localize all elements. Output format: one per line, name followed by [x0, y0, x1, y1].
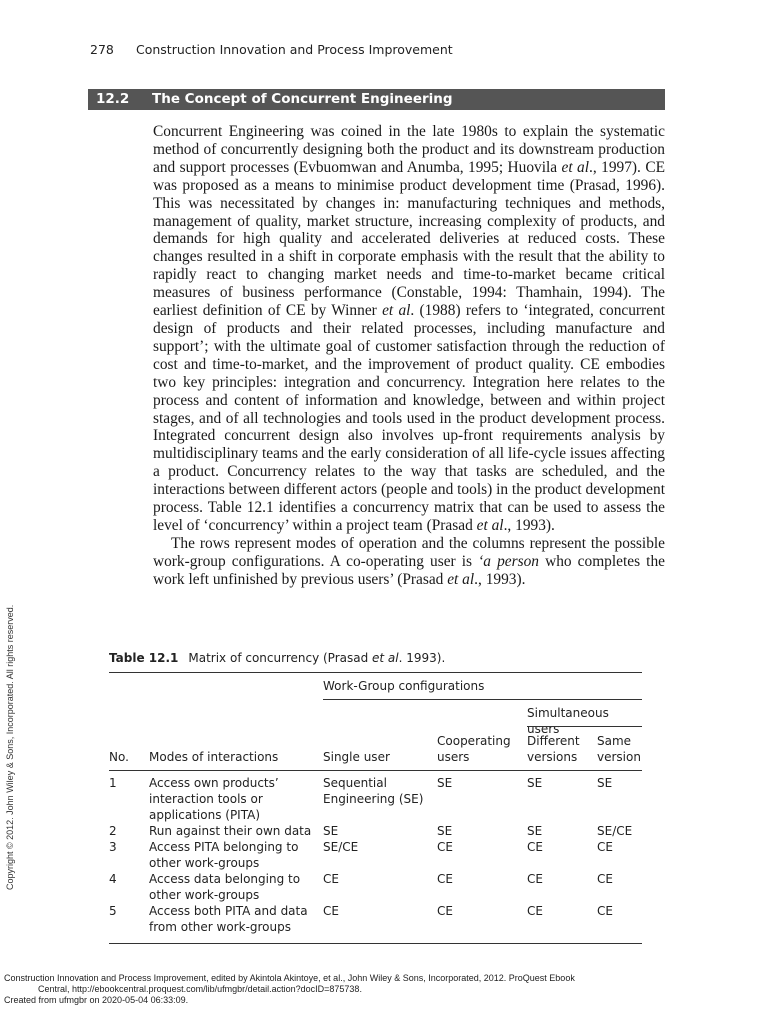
cell-mode: Run against their own data	[149, 824, 312, 838]
table-label: Table 12.1	[109, 651, 179, 665]
page-number: 278	[90, 42, 114, 57]
footer-citation	[4, 973, 575, 1006]
running-header	[90, 42, 670, 57]
cell-mode: Access data belonging to	[149, 872, 301, 886]
section-title: The Concept of Concurrent Engineering	[152, 91, 453, 107]
cell-cooperating-users: CE	[437, 904, 453, 918]
cell-single-user: Sequential	[323, 776, 387, 790]
footer-line-3: Created from ufmgbr on 2020-05-04 06:33:09.	[4, 995, 189, 1005]
cell-mode: other work-groups	[149, 856, 260, 870]
col-different-versions-header: versions	[527, 750, 578, 764]
col-modes-header: Modes of interactions	[149, 750, 279, 764]
cell-single-user: SE	[323, 824, 339, 838]
cell-different-versions: CE	[527, 840, 543, 854]
col-same-version-header: version	[597, 750, 641, 764]
cell-mode: Access both PITA and data	[149, 904, 308, 918]
header-bottom-rule	[109, 770, 642, 771]
side-copyright-notice: Copyright © 2012. John Wiley & Sons, Incorporated. All rights reserved.	[5, 604, 15, 890]
subgroup-header-rule	[527, 726, 642, 727]
cell-different-versions: CE	[527, 904, 543, 918]
cell-single-user: SE/CE	[323, 840, 359, 854]
body-text	[153, 123, 665, 589]
cell-no: 2	[109, 824, 117, 838]
col-different-versions-header: Different	[527, 734, 580, 748]
cell-same-version: SE	[597, 776, 613, 790]
cell-same-version: CE	[597, 904, 613, 918]
cell-mode: from other work-groups	[149, 920, 291, 934]
cell-no: 4	[109, 872, 117, 886]
col-same-version-header: Same	[597, 734, 632, 748]
cell-different-versions: SE	[527, 776, 543, 790]
cell-mode: Access own products’	[149, 776, 279, 790]
table-caption: Table 12.1 Matrix of concurrency (Prasad et al. 1993).	[109, 651, 446, 665]
cell-cooperating-users: SE	[437, 776, 453, 790]
cell-no: 1	[109, 776, 117, 790]
cell-mode: applications (PITA)	[149, 808, 261, 822]
cell-cooperating-users: CE	[437, 872, 453, 886]
col-cooperating-users-header: users	[437, 750, 470, 764]
section-heading	[88, 89, 665, 110]
running-title: Construction Innovation and Process Improvement	[136, 42, 453, 57]
cell-same-version: CE	[597, 840, 613, 854]
cell-same-version: SE/CE	[597, 824, 633, 838]
footer-line-1: Construction Innovation and Process Improvement, edited by Akintola Akintoye, et al., John Wiley & Sons, Incorporated, 2012. ProQuest Ebook	[4, 973, 575, 983]
cell-mode: interaction tools or	[149, 792, 263, 806]
cell-cooperating-users: CE	[437, 840, 453, 854]
cell-no: 3	[109, 840, 117, 854]
cell-mode: other work-groups	[149, 888, 260, 902]
cell-mode: Access PITA belonging to	[149, 840, 299, 854]
cell-single-user: CE	[323, 872, 339, 886]
cell-different-versions: SE	[527, 824, 543, 838]
cell-single-user: Engineering (SE)	[323, 792, 424, 806]
col-cooperating-users-header: Cooperating	[437, 734, 511, 748]
paragraph-1: Concurrent Engineering was coined in the late 1980s to explain the systematic method of concurrently designing both the product and its downstream production and support processes (Evbuomwan and Anumba, 1995; Huovila et al., 1997). CE was proposed as a means to minimise product development time (Prasad, 1996). This was necessitated by changes in: manufacturing techniques and methods, management of quality, market structure, increasing complexity of products, and demands for high quality and accelerated deliveries at reduced costs. These changes resulted in a shift in corporate emphasis with the result that the ability to rapidly react to changing market needs and time-to-market became critical measures of business performance (Constable, 1994: Thamhain, 1994). The earliest definition of CE by Winner et al. (1988) refers to ‘integrated, concurrent design of products and their related processes, including manufacture and support’; with the ultimate goal of customer satisfaction through the reduction of cost and time-to-market, and the improvement of product quality. CE embodies two key principles: integration and concurrency. Integration here relates to the process and content of information and knowledge, between and within project stages, and of all technologies and tools used in the product development process. Integrated concurrent design also involves up-front requirements analysis by multidisciplinary teams and the early consideration of all life-cycle issues affecting a product. Concurrency relates to the way that tasks are scheduled, and the interactions between different actors (people and tools) in the product development process. Table 12.1 identifies a concurrency matrix that can be used to assess the level of ‘concurrency’ within a project team (Prasad et al., 1993).	[153, 123, 665, 534]
cell-different-versions: CE	[527, 872, 543, 886]
col-single-user-header: Single user	[323, 750, 390, 764]
table-top-rule	[109, 672, 642, 673]
group-header: Work-Group configurations	[323, 679, 485, 693]
paragraph-2: The rows represent modes of operation and the columns represent the possible work-group configurations. A co-operating user is ‘a person who completes the work left unfinished by previous users’ (Prasad et al., 1993).	[153, 534, 665, 588]
subgroup-header: Simultaneous users	[527, 706, 609, 736]
table-bottom-rule	[109, 943, 642, 944]
section-number: 12.2	[96, 91, 130, 107]
cell-same-version: CE	[597, 872, 613, 886]
footer-line-2: Central, http://ebookcentral.proquest.com/lib/ufmgbr/detail.action?docID=875738.	[38, 984, 362, 994]
cell-cooperating-users: SE	[437, 824, 453, 838]
group-header-rule	[323, 699, 642, 700]
col-no-header: No.	[109, 750, 129, 764]
cell-single-user: CE	[323, 904, 339, 918]
cell-no: 5	[109, 904, 117, 918]
